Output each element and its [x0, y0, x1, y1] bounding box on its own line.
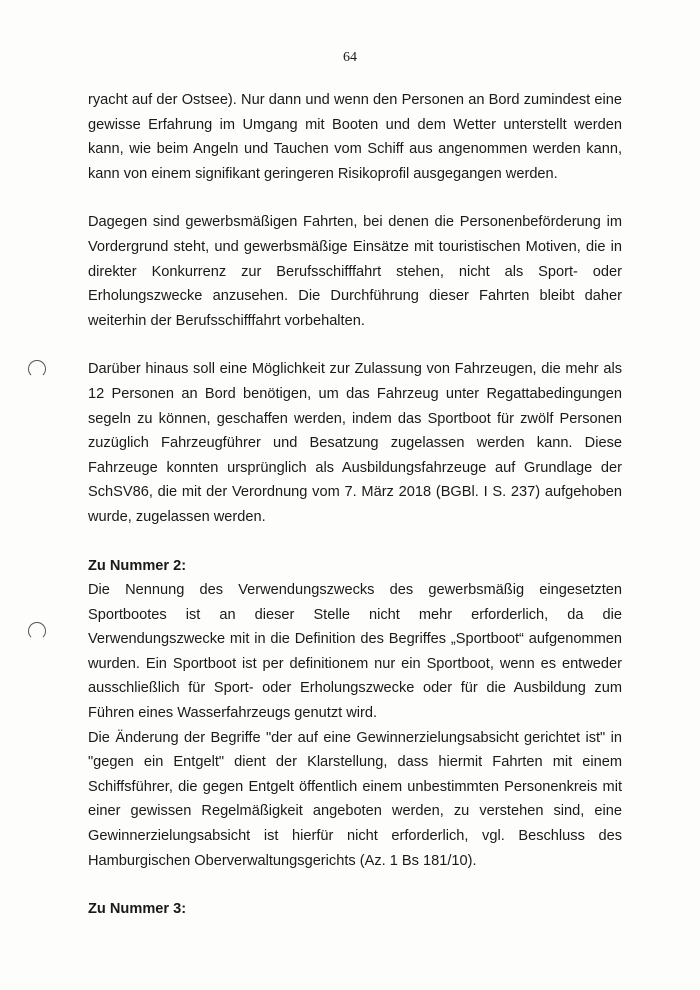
paragraph-gap — [88, 530, 622, 554]
paragraph-gap — [88, 873, 622, 897]
section-heading-nummer-3: Zu Nummer 3: — [88, 901, 187, 918]
paragraph-purpose-definition: Die Nennung des Verwendungszwecks des gewerbsmäßig eingesetzten Sportbootes ist an dieser Stelle nicht mehr erforderlich, da die Verwendungszwecke mit in die Definition des Begriffes „Sportboot“ aufgenommen wurden. Ein Sportboot ist per definitionem nur ein Sportboot, wenn es entweder ausschließlich für Sport- oder Erholungszwecke oder für die Ausbildung zum Führen eines Wasserfahrzeugs genutzt wird. — [88, 582, 622, 722]
paragraph-gap — [88, 333, 622, 357]
paragraph-term-change: Die Änderung der Begriffe "der auf eine Gewinnerzielungsabsicht gerichtet ist" in "gegen ein Entgelt" dient der Klarstellung, dass hiermit Fahrten mit einem Schiffsführer, die gegen Entgelt öffentlich einem unbestimmten Personenkreis mit einer gewissen Regelmäßigkeit angeboten werden, zu verstehen sind, eine Gewinnerzielungsabsicht ist hierfür nicht erforderlich, vgl. Beschluss des Hamburgischen Oberverwaltungsgerichts (Az. 1 Bs 181/10). — [88, 729, 622, 869]
punch-hole-mark — [28, 622, 46, 640]
page-number: 64 — [343, 50, 357, 65]
section-heading-nummer-2: Zu Nummer 2: — [88, 557, 187, 574]
document-body — [88, 88, 622, 922]
punch-hole-mark — [28, 360, 46, 378]
paragraph-gap — [88, 186, 622, 210]
paragraph-continuation: ryacht auf der Ostsee). Nur dann und wenn den Personen an Bord zumindest eine gewisse Erfahrung im Umgang mit Booten und dem Wetter unterstellt werden kann, wie beim Angeln und Tauchen vom Schiff aus angenommen werden kann, kann von einem signifikant geringeren Risikoprofil ausgegangen werden. — [88, 92, 622, 182]
paragraph-regatta-vessels: Darüber hinaus soll eine Möglichkeit zur Zulassung von Fahrzeugen, die mehr als 12 Personen an Bord benötigen, um das Fahrzeug unter Regattabedingungen segeln zu können, geschaffen werden, indem das Sportboot für zwölf Personen zuzüglich Fahrzeugführer und Besatzung zugelassen werden kann. Diese Fahrzeuge konnten ursprünglich als Ausbildungsfahrzeuge auf Grundlage der SchSV86, die mit der Verordnung vom 7. März 2018 (BGBl. I S. 237) aufgehoben wurde, zugelassen werden. — [88, 361, 622, 525]
paragraph-commercial-trips: Dagegen sind gewerbsmäßigen Fahrten, bei denen die Personenbeförderung im Vordergrund steht, und gewerbsmäßige Einsätze mit touristischen Motiven, die in direkter Konkurrenz zur Berufsschifffahrt stehen, nicht als Sport- oder Erholungszwecke anzusehen. Die Durchführung dieser Fahrten bleibt daher weiterhin der Berufsschifffahrt vorbehalten. — [88, 214, 622, 329]
